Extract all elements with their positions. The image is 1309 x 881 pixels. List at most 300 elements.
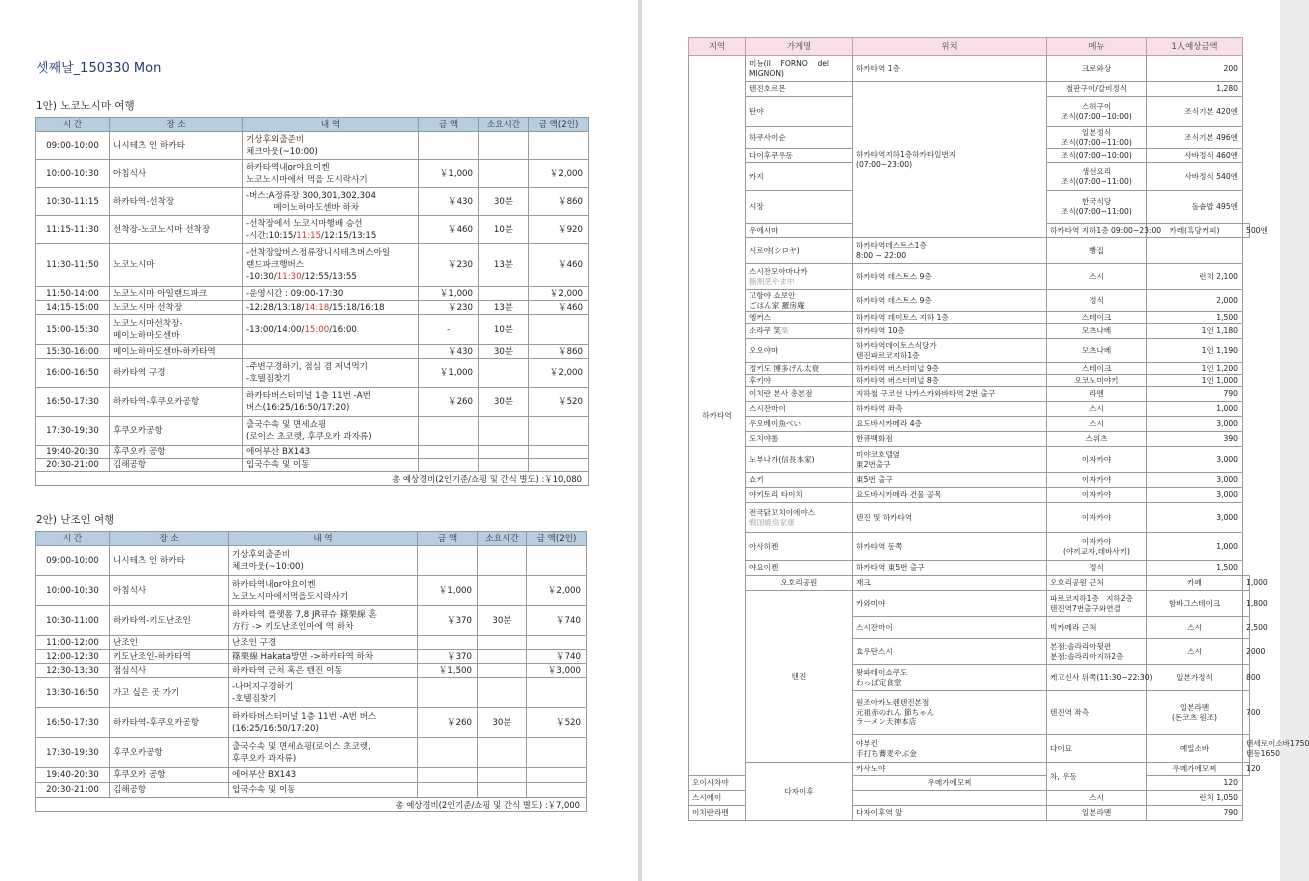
cell-place: 노코노시마 [110, 244, 243, 287]
cell-duration: 30분 [479, 388, 529, 417]
cell-menu: 스시 [1147, 617, 1243, 639]
header-time: 시 간 [36, 532, 110, 546]
total-row [36, 472, 589, 486]
header-price: 금 액 [419, 118, 479, 132]
cell-cost: 런치 1,050 [1147, 791, 1243, 806]
cell-details: -13:00/14:00/15:00/16:00 [243, 315, 419, 345]
cell-cost: 사바정식 540엔 [1147, 163, 1243, 191]
cell-location: 본점:솔라리아뒷편 분점:솔라리아지하2층 [1047, 639, 1147, 665]
cell-details: -나머지구경하기 -호텔짐찾기 [229, 678, 418, 708]
cell-store: 재크 [853, 576, 1047, 591]
cell-time: 20:30-21:00 [36, 783, 110, 798]
cell-location: 파르코지하1층 지하2층 텐진역7번출구와연결 [1047, 591, 1147, 617]
cell-store: 우오베이魚べい [746, 417, 853, 432]
cell-store: 우에시마 [746, 224, 853, 238]
cell-time: 09:00-10:00 [36, 132, 110, 160]
cell-place: 아침식사 [110, 160, 243, 188]
table-row [689, 417, 1250, 432]
cell-time: 17:30-19:30 [36, 417, 110, 446]
cell-cost: 200 [1147, 56, 1243, 82]
cell-location: 요도바시카메라 건물 골목 [853, 488, 1047, 503]
header-place: 장 소 [110, 118, 243, 132]
cell-location: 하카타역 지하1층 09:00~23:00 [1047, 224, 1147, 238]
cell-location [853, 791, 1047, 806]
cell-cost: 1,280 [1147, 82, 1243, 97]
cell-price-2p: ￥460 [529, 301, 589, 315]
table-row [689, 533, 1250, 561]
right-page [642, 0, 1309, 881]
header-time: 시 간 [36, 118, 110, 132]
table-row [36, 345, 589, 359]
cell-details: 에어부산 BX143 [243, 446, 419, 459]
cell-cost: 390 [1147, 432, 1243, 447]
cell-store: 엥커스 [746, 312, 853, 324]
cell-time: 16:50-17:30 [36, 388, 110, 417]
cell-time: 17:30-19:30 [36, 738, 110, 768]
cell-store: 시로야(シロヤ) [746, 238, 853, 264]
cell-store: 스시잔마이 [853, 617, 1047, 639]
table-row [36, 768, 587, 783]
cell-price [418, 783, 478, 798]
cell-store: 이치란라멘 [689, 806, 746, 821]
cell-details: 출국수속 및 면세쇼핑 (로이스 초코렛, 후쿠오카 과자류) [243, 417, 419, 446]
table-row [689, 387, 1250, 402]
cell-location: 빅카메라 근처 [1047, 617, 1147, 639]
cell-place: 후쿠오카 공항 [110, 446, 243, 459]
table-row [689, 591, 1250, 617]
plan1-table [35, 117, 589, 486]
cell-cost: 700 [1243, 691, 1250, 735]
cell-store: 스시에이 [689, 791, 746, 806]
cell-cost: 800 [1243, 665, 1250, 691]
cell-place: 후쿠오카공항 [110, 738, 229, 768]
cell-menu: 생선요리 조식(07:00~11:00) [1047, 163, 1147, 191]
cell-region: 다자이후 [746, 763, 853, 821]
cell-price: ￥430 [419, 188, 479, 216]
cell-time: 10:00-10:30 [36, 160, 110, 188]
cell-cost [1147, 238, 1243, 264]
cell-time: 11:50-14:00 [36, 287, 110, 301]
total-cost: 총 예상경비(2인기준/쇼핑 및 간식 별도) :￥10,080 [36, 472, 589, 486]
table-row [689, 324, 1250, 339]
cell-menu: 일본라멘 (돈코츠 원조) [1147, 691, 1243, 735]
table-row [689, 473, 1250, 488]
cell-time: 09:00-10:00 [36, 546, 110, 576]
cell-details: -버스:A정류장 300,301,302,304 메이노하마도센바 하차 [243, 188, 419, 216]
cell-place: 노코노시마 아일랜드파크 [110, 287, 243, 301]
cell-store: 야요이켄 [746, 561, 853, 576]
cell-price [418, 768, 478, 783]
cell-price: ￥230 [419, 301, 479, 315]
cell-store: 노부나가(信長本家) [746, 447, 853, 473]
cell-store: 텐진호르몬 [746, 82, 853, 97]
cell-place: 아침식사 [110, 576, 229, 606]
cell-place: 하카타역-키도난조인 [110, 606, 229, 636]
cell-duration: 30분 [479, 188, 529, 216]
cell-cost: 3,000 [1147, 503, 1243, 533]
cell-duration [478, 783, 527, 798]
cell-region: 오호리공원 [746, 576, 853, 591]
cell-details: 입국수속 및 이동 [243, 459, 419, 472]
cell-price: ￥260 [418, 708, 478, 738]
cell-store: 전국닭꼬치이에야스 戦国焼鳥家康 [746, 503, 853, 533]
cell-store: 정키도 博多げん太衰 [746, 363, 853, 375]
cell-store: 하쿠사이순 [746, 127, 853, 149]
cell-place: 김해공항 [110, 459, 243, 472]
cell-cost: 1,000 [1147, 533, 1243, 561]
cell-location: 東5번 출구 [853, 473, 1047, 488]
cell-menu: 정식 [1047, 290, 1147, 312]
cell-menu: 스테이크 [1047, 312, 1147, 324]
cell-price: ￥430 [419, 345, 479, 359]
cell-place: 키도난조인-하카타역 [110, 650, 229, 664]
cell-location: 다이묘 [1047, 735, 1147, 763]
cell-menu: 스시 [1147, 639, 1243, 665]
cell-duration: 30분 [478, 708, 527, 738]
cell-menu: 스테이크 [1047, 363, 1147, 375]
cell-menu: 오코노미야키 [1047, 375, 1147, 387]
cell-duration [478, 738, 527, 768]
cell-time: 12:30-13:30 [36, 664, 110, 678]
cell-cost: 2,500 [1243, 617, 1250, 639]
table-row [689, 503, 1250, 533]
cell-duration: 10분 [479, 315, 529, 345]
cell-duration [478, 576, 527, 606]
cell-menu: 라멘 [1047, 387, 1147, 402]
cell-time: 12:00-12:30 [36, 650, 110, 664]
cell-details: 기상후외출준비 체크아웃(~10:00) [229, 546, 418, 576]
table-row [689, 488, 1250, 503]
cell-time: 10:30-11:00 [36, 606, 110, 636]
table-row [36, 606, 587, 636]
cell-place: 니시테츠 인 하카타 [110, 546, 229, 576]
cell-cost: 1인 1,200 [1147, 363, 1243, 375]
cell-time: 11:30-11:50 [36, 244, 110, 287]
document-title: 셋째날_150330 Mon [36, 61, 162, 76]
table-row [689, 447, 1250, 473]
cell-duration [479, 446, 529, 459]
table-row [36, 650, 587, 664]
cell-store: 고항야 쇼보안 ごはん家 羅房庵 [746, 290, 853, 312]
cell-store: 소라쿠 笑楽 [746, 324, 853, 339]
cell-place: 메이노하마도센바-하카타역 [110, 345, 243, 359]
cell-region: 텐진 [746, 591, 853, 763]
cell-details: 출국수속 및 면세쇼핑(로이스 초코렛, 후쿠오카 과자류) [229, 738, 418, 768]
table-row [36, 287, 589, 301]
cell-price-2p [529, 315, 589, 345]
cell-menu: 스시 [1047, 264, 1147, 290]
cell-location: 하카타역 동쪽 [853, 533, 1047, 561]
left-page [0, 0, 638, 881]
table-row [36, 244, 589, 287]
cell-menu: 철판구이/갈비정식 [1047, 82, 1147, 97]
cell-duration [479, 132, 529, 160]
cell-store: 야키토리 타이치 [746, 488, 853, 503]
cell-price: ￥1,000 [419, 287, 479, 301]
cell-price-2p: ￥2,000 [529, 359, 589, 388]
cell-cost: 1,500 [1147, 312, 1243, 324]
cell-price-2p: ￥460 [529, 244, 589, 287]
cell-time: 13:30-16:50 [36, 678, 110, 708]
cell-duration [479, 160, 529, 188]
header-region: 지역 [689, 38, 746, 56]
header-location: 위치 [853, 38, 1047, 56]
table-row [689, 375, 1250, 387]
cell-details: 하카타버스터미널 1층 11번 -A번 버스(16:25/16:50/17:20) [243, 388, 419, 417]
cell-price: ￥1,000 [418, 576, 478, 606]
cell-price-2p [527, 738, 587, 768]
cell-time: 19:40-20:30 [36, 446, 110, 459]
cell-price: ￥1,500 [418, 664, 478, 678]
plan2-table [35, 531, 587, 812]
cell-cost: 사바정식 460엔 [1147, 149, 1243, 163]
cell-location: 케고신사 뒤쪽(11:30~22:30) [1047, 665, 1147, 691]
cell-location: 하카타역데스트스1층 8:00 ~ 22:00 [853, 238, 1047, 264]
cell-details: -선착장에서 노코시마행배 승선 -시간:10:15/11:15/12:15/13:15 [243, 216, 419, 244]
cell-place: 하카타역-후쿠오카공항 [110, 388, 243, 417]
plan2-title: 2안) 난조인 여행 [36, 514, 115, 526]
cell-price-2p [527, 768, 587, 783]
cell-details: 난조인 구경 [229, 636, 418, 650]
cell-place: 점심식사 [110, 664, 229, 678]
table-row [36, 783, 587, 798]
cell-price [418, 678, 478, 708]
cell-store: 효우탄스시 [853, 639, 1047, 665]
cell-location: 다자이후역 앞 [853, 806, 1047, 821]
cell-store: 미뇽(il FORNO del MIGNON) [746, 56, 853, 82]
cell-place: 후쿠오카 공항 [110, 768, 229, 783]
cell-location: 미야코호텔옆 東2번출구 [853, 447, 1047, 473]
cell-store: 스시잔마이 [746, 402, 853, 417]
cell-price-2p [529, 132, 589, 160]
cell-price: ￥260 [419, 388, 479, 417]
cell-store: 도치야롤 [746, 432, 853, 447]
cell-price-2p: ￥920 [529, 216, 589, 244]
table-row [689, 238, 1250, 264]
cell-details: 입국수속 및 이동 [229, 783, 418, 798]
cell-price-2p [527, 636, 587, 650]
table-row [36, 636, 587, 650]
cell-duration: 30분 [479, 345, 529, 359]
table-row [36, 459, 589, 472]
cell-cost: 2000 [1243, 639, 1250, 665]
total-row [36, 798, 587, 812]
cell-store: 오오야마 [746, 339, 853, 363]
cell-price-2p: ￥860 [529, 188, 589, 216]
cell-price-2p: ￥740 [527, 650, 587, 664]
cell-cost: 3,000 [1147, 447, 1243, 473]
header-duration: 소요시간 [479, 118, 529, 132]
cell-place: 노코노시마 선착장 [110, 301, 243, 315]
cell-location: 지하철 구코선 나카스카와바타역 2번 출구 [853, 387, 1047, 402]
cell-store: 탄야 [746, 97, 853, 127]
cell-menu: 모츠나베 [1047, 339, 1147, 363]
cell-price-2p: ￥520 [529, 388, 589, 417]
cell-duration [479, 417, 529, 446]
cell-time: 11:15-11:30 [36, 216, 110, 244]
cell-details: 하카타역 근처 혹은 텐진 이동 [229, 664, 418, 678]
cell-price-2p: ￥3,000 [527, 664, 587, 678]
cell-price-2p [529, 417, 589, 446]
cell-price-2p: ￥2,000 [529, 287, 589, 301]
cell-menu: 크로와상 [1047, 56, 1147, 82]
cell-menu: 카페 [1147, 576, 1243, 591]
table-row [689, 82, 1250, 97]
table-row [36, 160, 589, 188]
table-row [36, 315, 589, 345]
cell-price: ￥1,000 [419, 359, 479, 388]
cell-menu: 함바그스테이크 [1147, 591, 1243, 617]
cell-location: 오호리공원 근처 [1047, 576, 1147, 591]
header-price: 금 액 [418, 532, 478, 546]
table-row [36, 417, 589, 446]
cell-store: 쇼키 [746, 473, 853, 488]
cell-place: 난조인 [110, 636, 229, 650]
cell-price-2p: ￥520 [527, 708, 587, 738]
cell-cost: 120 [1243, 763, 1250, 776]
cell-location: 하카타역 데스트스 9층 [853, 290, 1047, 312]
cell-place: 하카타역-후쿠오카공항 [110, 708, 229, 738]
cell-price-2p [527, 546, 587, 576]
cell-place: 하카타역-선착장 [110, 188, 243, 216]
table-row [36, 446, 589, 459]
cell-store: 이치란 본사 총본점 [746, 387, 853, 402]
cell-time: 15:00-15:30 [36, 315, 110, 345]
cell-time: 11:00-12:00 [36, 636, 110, 650]
cell-cost: 3,000 [1147, 488, 1243, 503]
cell-cost: 1인 1,180 [1147, 324, 1243, 339]
table-row [36, 388, 589, 417]
cell-menu: 스시 [1047, 417, 1147, 432]
cell-details: 에어부산 BX143 [229, 768, 418, 783]
cell-store: 시장 [746, 191, 853, 224]
header-menu: 메뉴 [1047, 38, 1147, 56]
cell-price [418, 546, 478, 576]
cell-cost: 텐세로이소바1750 텐동1650 [1243, 735, 1250, 763]
cell-menu: 일본정식 조식(07:00~11:00) [1047, 127, 1147, 149]
header-details: 내 역 [243, 118, 419, 132]
cell-time: 20:30-21:00 [36, 459, 110, 472]
cell-price: - [419, 315, 479, 345]
table-row [36, 576, 587, 606]
cell-menu: 예밀소바 [1147, 735, 1243, 763]
cell-menu: 조식(07:00~10:00) [1047, 149, 1147, 163]
cell-menu: 일본가정식 [1147, 665, 1243, 691]
plan1-title: 1안) 노코노시마 여행 [36, 100, 135, 112]
cell-cost: 1,000 [1243, 576, 1250, 591]
cell-menu: 이자카야 (야끼교자,데바사키) [1047, 533, 1147, 561]
cell-menu: 스시 [1047, 791, 1147, 806]
table-row [36, 678, 587, 708]
cell-menu: 이자카야 [1047, 488, 1147, 503]
cell-price-2p [527, 783, 587, 798]
table-row [689, 290, 1250, 312]
cell-price: ￥1,000 [419, 160, 479, 188]
cell-details [243, 345, 419, 359]
cell-cost: 런치 2,100 [1147, 264, 1243, 290]
table-row [689, 576, 1250, 591]
cell-menu: 이자카야 [1047, 473, 1147, 488]
table-row [689, 363, 1250, 375]
cell-duration [478, 650, 527, 664]
cell-time: 10:00-10:30 [36, 576, 110, 606]
cell-store: 스시잔모아마나카 鮨割烹やま中 [746, 264, 853, 290]
cell-cost: 790 [1147, 387, 1243, 402]
cell-time: 15:30-16:00 [36, 345, 110, 359]
cell-cost: 1,500 [1147, 561, 1243, 576]
cell-location: 하카타역 데스트스 9층 [853, 264, 1047, 290]
cell-cost: 1인 1,000 [1147, 375, 1243, 387]
table-row [689, 264, 1250, 290]
table-row [689, 763, 1250, 776]
cell-duration [478, 768, 527, 783]
cell-location: 텐진역 좌측 [1047, 691, 1147, 735]
cell-place: 노코노시마선착장- 메이노하마도센바 [110, 315, 243, 345]
cell-menu: 이자카야 [1047, 503, 1147, 533]
cell-cost: 2,000 [1147, 290, 1243, 312]
cell-store: 다이후쿠우동 [746, 149, 853, 163]
cell-menu: 이자카야 [1047, 447, 1147, 473]
table-row [689, 432, 1250, 447]
header-place: 장 소 [110, 532, 229, 546]
cell-cost: 조식기본 496엔 [1147, 127, 1243, 149]
table-row [36, 708, 587, 738]
total-cost: 총 예상경비(2인기준/쇼핑 및 간식 별도) :￥7,000 [36, 798, 587, 812]
cell-menu: 일본라멘 [1047, 806, 1147, 821]
cell-duration [479, 287, 529, 301]
cell-menu: 우메가에모찌 [853, 776, 1047, 791]
cell-place: 선착장-노코노시마 선착장 [110, 216, 243, 244]
cell-details: 기상후외출준비 체크아웃(~10:00) [243, 132, 419, 160]
table-row [689, 561, 1250, 576]
cell-time: 14:15-15:00 [36, 301, 110, 315]
table-row [36, 188, 589, 216]
cell-price-2p [529, 459, 589, 472]
cell-price-2p: ￥2,000 [529, 160, 589, 188]
cell-location: 텐진 및 하카타역 [853, 503, 1047, 533]
cell-details: -선착장앞버스정류장니시테츠버스아일 랜드파크행버스 -10:30/11:30/12:55/13:55 [243, 244, 419, 287]
table-row [36, 546, 587, 576]
header-price-2p: 금 액(2인) [529, 118, 589, 132]
cell-price-2p [527, 678, 587, 708]
cell-location: 차, 우동 [1047, 763, 1147, 791]
cell-place: 후쿠오카공항 [110, 417, 243, 446]
cell-store: 후키야 [746, 375, 853, 387]
cell-price-2p: ￥860 [529, 345, 589, 359]
cell-duration: 13분 [479, 244, 529, 287]
cell-duration [478, 636, 527, 650]
restaurant-table [688, 37, 1309, 821]
cell-price: ￥460 [419, 216, 479, 244]
cell-menu: 우메가에모찌 [1147, 763, 1243, 776]
header-cost: 1人예상금액 [1147, 38, 1243, 56]
table-row [36, 132, 589, 160]
cell-details: -운영시간 : 09:00-17:30 [243, 287, 419, 301]
cell-time: 19:40-20:30 [36, 768, 110, 783]
cell-region: 하카타역 [689, 56, 746, 776]
cell-menu: 모츠나베 [1047, 324, 1147, 339]
cell-cost: 120 [1147, 776, 1243, 791]
cell-location: 하카타역 1층 [853, 56, 1047, 82]
cell-store: 카사노야 [853, 763, 1047, 776]
cell-price: ￥230 [419, 244, 479, 287]
table-row [689, 339, 1250, 363]
cell-duration [478, 546, 527, 576]
cell-time: 16:50-17:30 [36, 708, 110, 738]
cell-duration: 10분 [479, 216, 529, 244]
cell-details: 하카타버스터미널 1층 11번 -A번 버스 (16:25/16:50/17:20) [229, 708, 418, 738]
cell-details: 하카타역 플랫폼 7,8 JR큐슈 篠栗線 혼 方行 -> 키도난조인마에 역 하차 [229, 606, 418, 636]
